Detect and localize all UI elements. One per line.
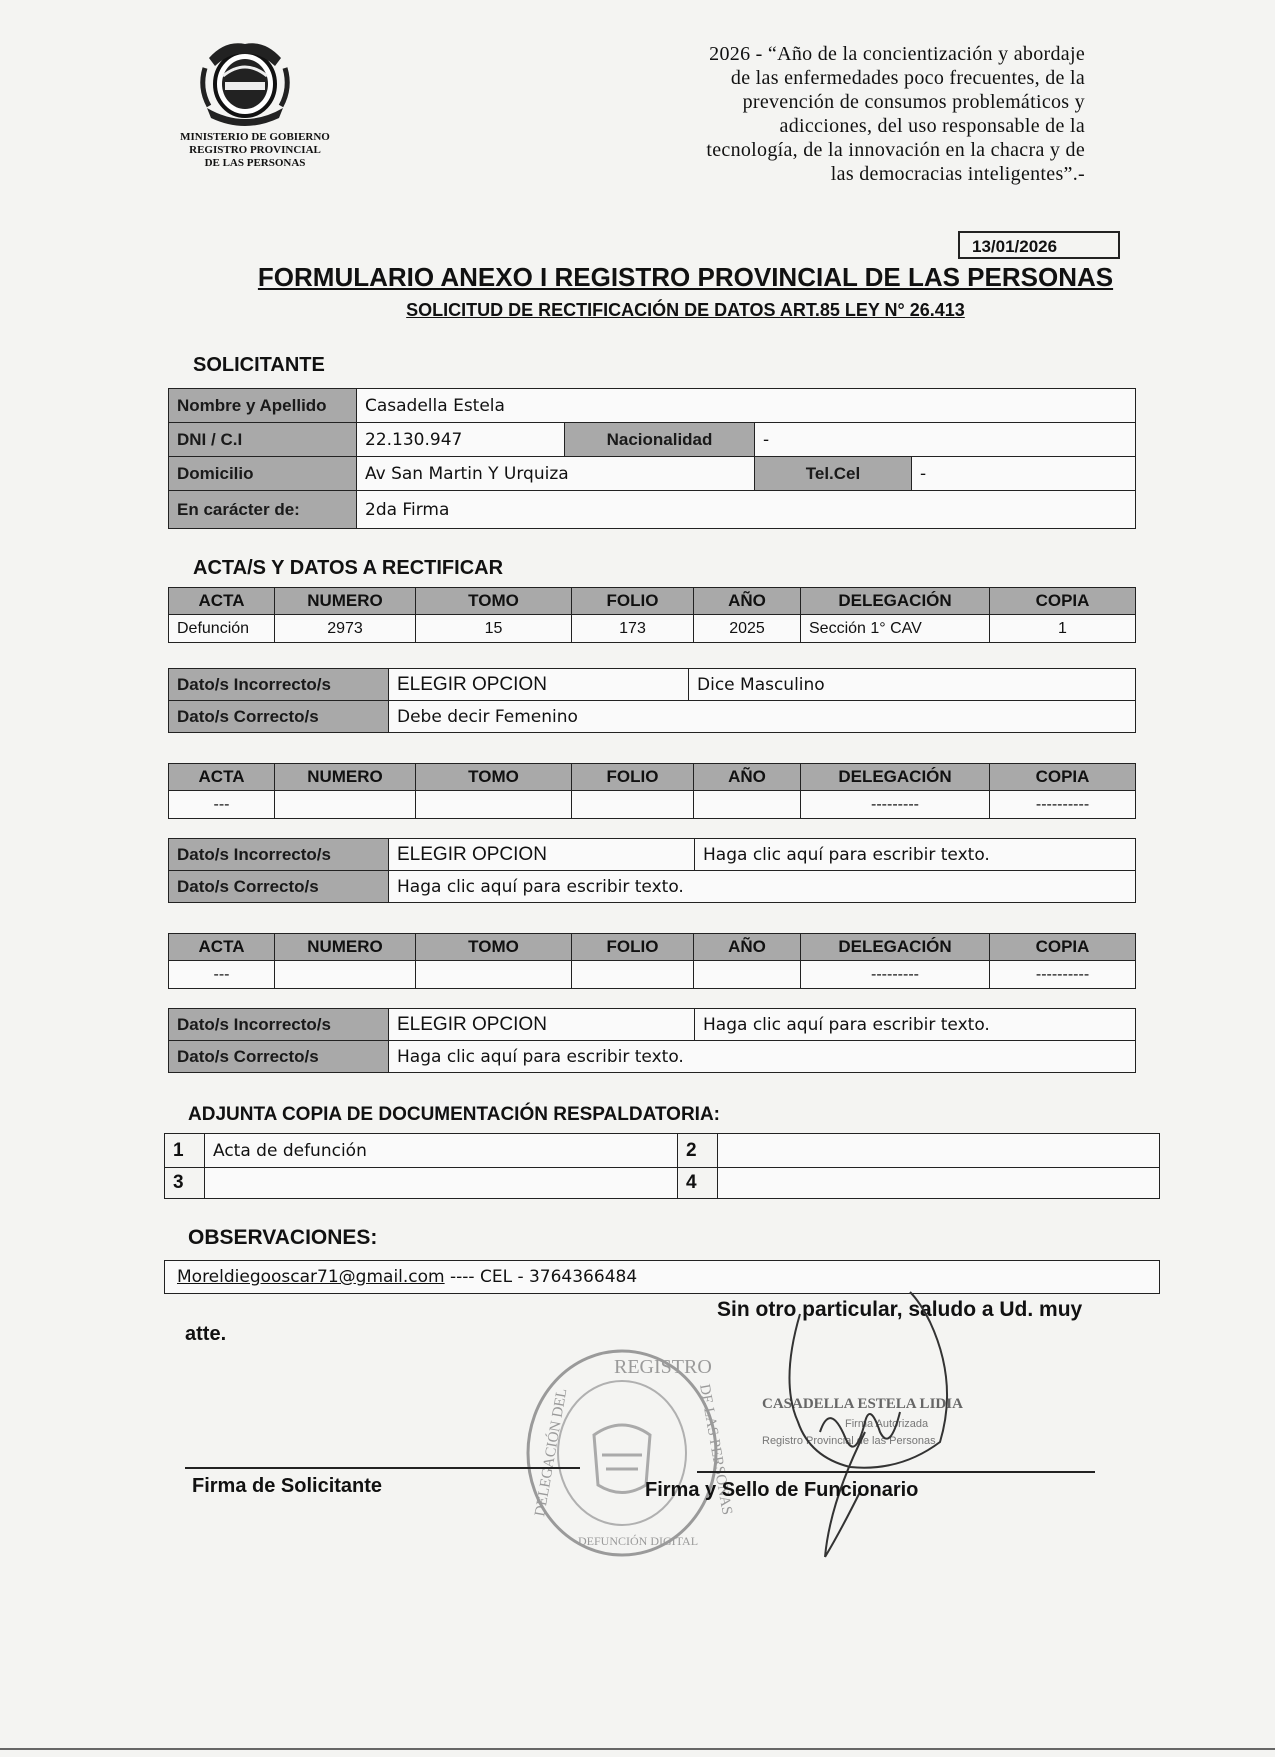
motto-line: prevención de consumos problemáticos y [742, 91, 1085, 113]
col-folio: FOLIO [572, 934, 694, 961]
registry-stamp-seal [522, 1345, 735, 1560]
anio-cell[interactable] [694, 791, 801, 819]
acta-cell[interactable]: --- [169, 961, 275, 989]
adjunta-heading: ADJUNTA COPIA DE DOCUMENTACIÓN RESPALDATORIA: [188, 1104, 720, 1125]
folio-cell[interactable] [572, 961, 694, 989]
acta-header-row [169, 588, 1136, 615]
anio-cell[interactable] [694, 961, 801, 989]
motto-line: de las enfermedades poco frecuentes, de la [730, 67, 1085, 89]
col-delegacion: DELEGACIÓN [801, 588, 990, 615]
datos-table [168, 838, 1136, 903]
delegacion-cell[interactable]: --------- [801, 961, 990, 989]
opcion-select[interactable]: ELEGIR OPCION [389, 669, 689, 701]
acta-cell[interactable]: --- [169, 791, 275, 819]
email-link[interactable]: Moreldiegooscar71@gmail.com [177, 1267, 445, 1287]
opcion-select[interactable]: ELEGIR OPCION [389, 839, 695, 871]
correct-label: Dato/s Correcto/s [169, 1041, 389, 1073]
signatory-office: Registro Provincial de las Personas [762, 1435, 936, 1447]
solicitante-table [168, 388, 1136, 529]
col-anio: AÑO [694, 588, 801, 615]
acta-header-row [169, 934, 1136, 961]
correct-label: Dato/s Correcto/s [169, 871, 389, 903]
debe-field[interactable]: Debe decir Femenino [389, 701, 1136, 733]
motto-line: adicciones, del uso responsable de la [779, 115, 1085, 137]
domicilio-field[interactable]: Av San Martin Y Urquiza [357, 457, 755, 491]
solicitante-heading: SOLICITANTE [193, 354, 325, 376]
page-bottom-edge [0, 1748, 1275, 1750]
adjunta-number: 4 [678, 1168, 718, 1199]
closing-line-2: atte. [185, 1323, 227, 1345]
signature-line-funcionario [697, 1471, 1095, 1473]
ministry-line: REGISTRO PROVINCIAL [189, 144, 321, 156]
signature-line-solicitante [185, 1467, 580, 1469]
numero-cell[interactable] [275, 961, 416, 989]
nacionalidad-field[interactable]: - [755, 423, 1136, 457]
acta-cell[interactable]: Defunción [169, 615, 275, 643]
col-folio: FOLIO [572, 764, 694, 791]
signatory-role: Firma Autorizada [845, 1418, 929, 1430]
ministry-line: MINISTERIO DE GOBIERNO [180, 131, 330, 143]
firma-solicitante-label: Firma de Solicitante [192, 1475, 383, 1497]
handwritten-signature [770, 1292, 970, 1562]
nombre-label: Nombre y Apellido [169, 389, 357, 423]
adjunta-item[interactable] [718, 1134, 1160, 1168]
acta-row [169, 961, 1136, 989]
tel-field[interactable]: - [912, 457, 1136, 491]
col-delegacion: DELEGACIÓN [801, 764, 990, 791]
col-acta: ACTA [169, 934, 275, 961]
dice-field[interactable]: Haga clic aquí para escribir texto. [695, 839, 1136, 871]
acta-table [168, 763, 1136, 819]
adjunta-number: 3 [165, 1168, 205, 1199]
col-acta: ACTA [169, 588, 275, 615]
incorrect-label: Dato/s Incorrecto/s [169, 1009, 389, 1041]
incorrect-label: Dato/s Incorrecto/s [169, 839, 389, 871]
col-anio: AÑO [694, 934, 801, 961]
firma-funcionario-label: Firma y Sello de Funcionario [645, 1479, 919, 1501]
motto-line: 2026 - “Año de la concientización y abordaje [709, 43, 1085, 65]
province-coat-of-arms-icon [195, 38, 295, 128]
phone-text: ---- CEL - 3764366484 [444, 1267, 638, 1287]
copia-cell[interactable]: ---------- [990, 961, 1136, 989]
signatory-name: CASADELLA ESTELA LIDIA [762, 1396, 963, 1412]
incorrect-label: Dato/s Incorrecto/s [169, 669, 389, 701]
domicilio-label: Domicilio [169, 457, 357, 491]
nacionalidad-label: Nacionalidad [565, 423, 755, 457]
acta-row [169, 615, 1136, 643]
opcion-select[interactable]: ELEGIR OPCION [389, 1009, 695, 1041]
tel-label: Tel.Cel [755, 457, 912, 491]
folio-cell[interactable]: 173 [572, 615, 694, 643]
col-tomo: TOMO [416, 934, 572, 961]
tomo-cell[interactable] [416, 791, 572, 819]
datos-table [168, 1008, 1136, 1073]
col-numero: NUMERO [275, 764, 416, 791]
copia-cell[interactable]: 1 [990, 615, 1136, 643]
stamp-ring-top: REGISTRO [614, 1356, 712, 1378]
col-tomo: TOMO [416, 764, 572, 791]
caracter-field[interactable]: 2da Firma [357, 491, 1136, 529]
acta-row [169, 791, 1136, 819]
numero-cell[interactable] [275, 791, 416, 819]
col-numero: NUMERO [275, 588, 416, 615]
col-numero: NUMERO [275, 934, 416, 961]
dni-field[interactable]: 22.130.947 [357, 423, 565, 457]
anio-cell[interactable]: 2025 [694, 615, 801, 643]
col-tomo: TOMO [416, 588, 572, 615]
nombre-field[interactable]: Casadella Estela [357, 389, 1136, 423]
col-acta: ACTA [169, 764, 275, 791]
dice-field[interactable]: Dice Masculino [689, 669, 1136, 701]
debe-field[interactable]: Haga clic aquí para escribir texto. [389, 1041, 1136, 1073]
col-copia: COPIA [990, 588, 1136, 615]
observaciones-field[interactable] [164, 1260, 1160, 1294]
col-anio: AÑO [694, 764, 801, 791]
col-folio: FOLIO [572, 588, 694, 615]
motto-line: las democracias inteligentes”.- [830, 163, 1085, 185]
adjunta-table [164, 1133, 1160, 1199]
actas-heading: ACTA/S Y DATOS A RECTIFICAR [193, 557, 504, 579]
col-copia: COPIA [990, 764, 1136, 791]
adjunta-number: 1 [165, 1134, 205, 1168]
adjunta-item[interactable] [718, 1168, 1160, 1199]
date-field[interactable]: 13/01/2026 [958, 231, 1120, 259]
delegacion-cell[interactable]: Sección 1° CAV [801, 615, 990, 643]
delegacion-cell[interactable]: --------- [801, 791, 990, 819]
stamp-ring-left: DELEGACIÓN DEL [532, 1387, 571, 1518]
dice-field[interactable]: Haga clic aquí para escribir texto. [695, 1009, 1136, 1041]
form-title: FORMULARIO ANEXO I REGISTRO PROVINCIAL DE LAS PERSONAS [257, 262, 1114, 292]
adjunta-item[interactable]: Acta de defunción [205, 1134, 678, 1168]
acta-table [168, 587, 1136, 643]
copia-cell[interactable]: ---------- [990, 791, 1136, 819]
acta-header-row [169, 764, 1136, 791]
ministry-line: DE LAS PERSONAS [204, 157, 306, 169]
stamp-ring-right: DE LAS PERSONAS [696, 1382, 735, 1517]
motto-line: tecnología, de la innovación en la chacra y de [706, 139, 1085, 161]
adjunta-item[interactable] [205, 1168, 678, 1199]
debe-field[interactable]: Haga clic aquí para escribir texto. [389, 871, 1136, 903]
correct-label: Dato/s Correcto/s [169, 701, 389, 733]
stamp-ring-bottom: DEFUNCIÓN DIGITAL [578, 1534, 699, 1548]
caracter-label: En carácter de: [169, 491, 357, 529]
col-copia: COPIA [990, 934, 1136, 961]
dni-label: DNI / C.I [169, 423, 357, 457]
year-motto [540, 42, 1085, 186]
form-subtitle: SOLICITUD DE RECTIFICACIÓN DE DATOS ART.85 LEY N° 26.413 [406, 300, 965, 320]
closing-line-1: Sin otro particular, saludo a Ud. muy [717, 1298, 1083, 1321]
observaciones-heading: OBSERVACIONES: [188, 1226, 378, 1249]
acta-table [168, 933, 1136, 989]
folio-cell[interactable] [572, 791, 694, 819]
ministry-heading [160, 131, 350, 170]
numero-cell[interactable]: 2973 [275, 615, 416, 643]
tomo-cell[interactable]: 15 [416, 615, 572, 643]
datos-table [168, 668, 1136, 733]
tomo-cell[interactable] [416, 961, 572, 989]
col-delegacion: DELEGACIÓN [801, 934, 990, 961]
adjunta-number: 2 [678, 1134, 718, 1168]
